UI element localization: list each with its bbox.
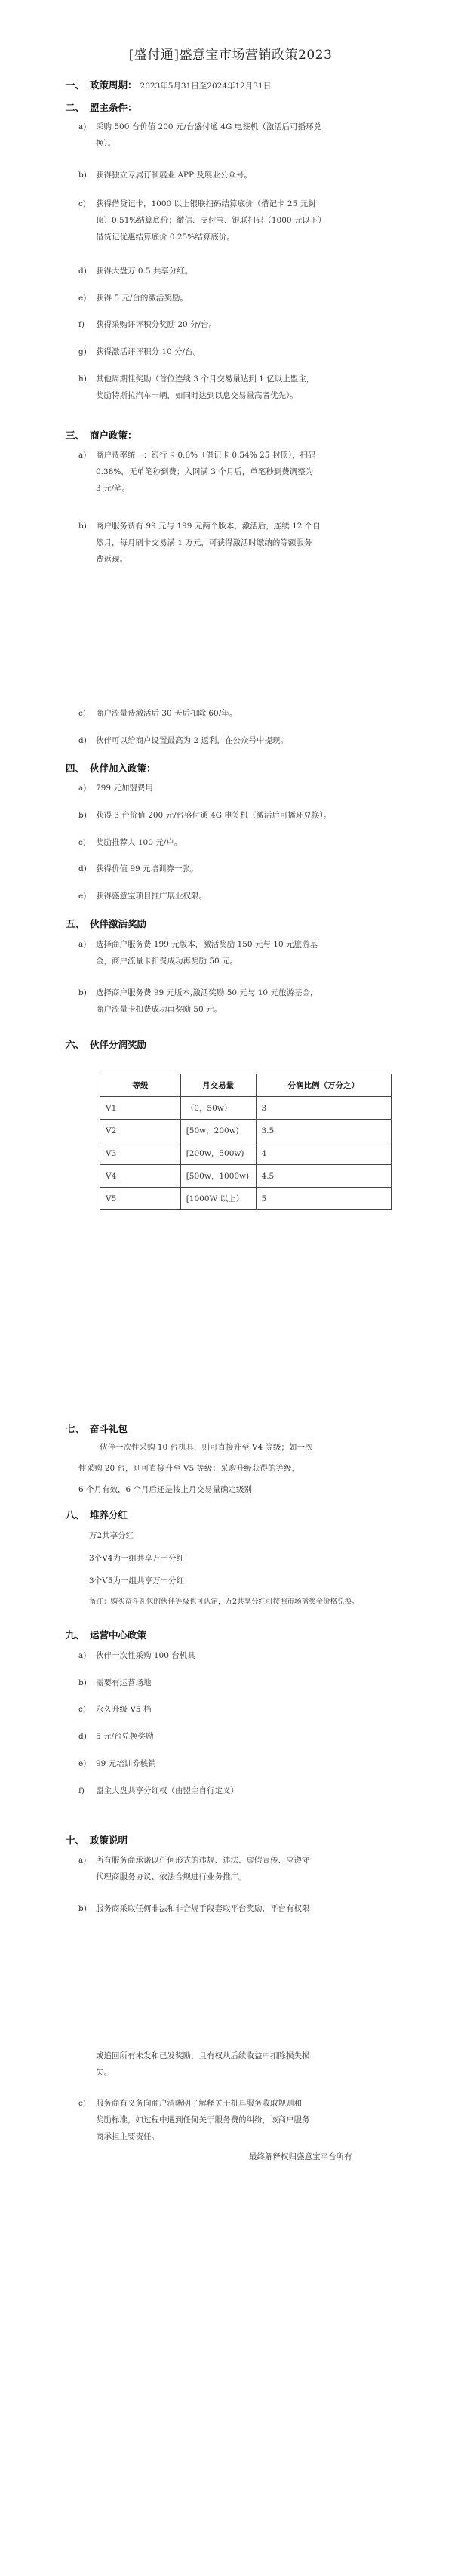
cell-level: V1 — [100, 1097, 181, 1120]
cell-ratio: 4 — [256, 1142, 391, 1165]
cell-level: V4 — [100, 1165, 181, 1188]
profit-share-table — [100, 1074, 392, 1210]
section-heading: 伙伴激活奖励 — [90, 918, 147, 929]
section-heading: 奋斗礼包 — [90, 1423, 128, 1434]
list-item: c) 服务商有义务向商户清晰明了解释关于机具服务收取规则和 奖励标准，如过程中遇到任何关于服务费的纠纷，该商户服务 商承担主要责任。 — [78, 2099, 310, 2141]
cell-ratio: 4.5 — [256, 1165, 391, 1188]
section-heading: 盟主条件： — [90, 102, 137, 113]
section-leader-conditions — [66, 100, 137, 114]
cell-volume: [500w，1000w) — [180, 1165, 256, 1188]
section-partner-activation-reward — [66, 917, 146, 930]
table-row — [100, 1188, 392, 1210]
section-heading: 商户政策： — [90, 430, 137, 441]
list-item: d) 5 元/台兑换奖励 — [78, 1732, 154, 1741]
section-number: 四、 — [66, 763, 85, 774]
list-item: g) 获得激活评评积分 10 分/台。 — [78, 347, 201, 356]
section-number: 十、 — [66, 1835, 85, 1846]
list-item: a) 伙伴一次性采购 100 台机具 — [78, 1651, 195, 1660]
section-number: 六、 — [66, 1039, 85, 1050]
list-item: f) 盟主大盘共享分红权（由盟主自行定义） — [78, 1786, 238, 1795]
final-interpretation-note: 最终解释权归盛意宝平台所有 — [249, 2152, 352, 2162]
paragraph-line: 3个V5为一组共享万一分红 — [89, 1576, 184, 1585]
section-number: 九、 — [66, 1629, 85, 1641]
list-item: f) 获得采购评评积分奖励 20 分/台。 — [78, 320, 217, 329]
section-partner-join-policy — [66, 761, 156, 775]
cell-ratio: 3 — [256, 1097, 391, 1120]
table-header-row — [100, 1074, 392, 1097]
section-heading: 政策周期： — [90, 79, 137, 91]
cell-volume: （0，50w） — [180, 1097, 256, 1120]
table-row — [100, 1165, 392, 1188]
list-item: a) 采购 500 台价值 200 元/台盛付通 4G 电签机（激活后可播环兑 换）。 — [78, 122, 322, 148]
section-operation-center-policy — [66, 1628, 146, 1641]
section-policy-notes — [66, 1833, 128, 1847]
list-item: a) 选择商户服务费 199 元版本，激活奖励 150 元与 10 元旅游基 金，商户流量卡扣费成功再奖励 50 元。 — [78, 940, 318, 966]
table-row — [100, 1142, 392, 1165]
cell-level: V5 — [100, 1188, 181, 1210]
list-item: c) 奖励推荐人 100 元/户。 — [78, 838, 183, 847]
paragraph-line: 万2共享分红 — [89, 1531, 134, 1540]
section-partner-profit-reward — [66, 1037, 146, 1051]
document-title: [盛付通]盛意宝市场营销政策2023 — [128, 48, 333, 63]
section-team-dividend — [66, 1508, 128, 1521]
section-struggle-package — [66, 1422, 128, 1435]
section-heading: 伙伴分润奖励 — [90, 1039, 147, 1050]
list-item: d) 伙伴可以给商户设置最高为 2 返利，在公众号中提现。 — [78, 736, 288, 745]
section-number: 二、 — [66, 102, 85, 113]
paragraph-line: 3个V4为一组共享万一分红 — [89, 1554, 184, 1563]
list-item: c) 获得借贷记卡，1000 以上银联扫码结算底价（借记卡 25 元封 顶）0.51%结算底价；微信、支付宝、银联扫码（1000 元以下） 借贷记优惠结算底价 0.25%结算底价。 — [78, 199, 326, 242]
paragraph-line: 伙伴一次性采购 10 台机具，则可直接升至 V4 等级；如一次 — [100, 1443, 313, 1452]
list-item: c) 永久升级 V5 档 — [78, 1705, 152, 1714]
list-item: c) 商户流量费激活后 30 天后扣除 60/年。 — [78, 709, 238, 718]
section-heading: 伙伴加入政策： — [90, 763, 156, 774]
cell-volume: [1000W 以上） — [180, 1188, 256, 1210]
list-item: e) 获得盛意宝项目推广展业权限。 — [78, 892, 207, 901]
cell-volume: [200w，500w) — [180, 1142, 256, 1165]
list-item: e) 获得 5 元/台的激活奖励。 — [78, 294, 188, 303]
list-item: d) 获得大盘万 0.5 共享分红。 — [78, 267, 193, 276]
cell-level: V2 — [100, 1120, 181, 1142]
section-number: 八、 — [66, 1509, 85, 1521]
table-row — [100, 1120, 392, 1142]
table-row — [100, 1097, 392, 1120]
header-monthly-volume: 月交易量 — [180, 1074, 256, 1097]
section-number: 一、 — [66, 79, 85, 91]
paragraph-line: 性采购 20 台，则可直接升至 V5 等级；采购升级获得的等级， — [78, 1464, 300, 1473]
list-item: h) 其他周期性奖励（首位连续 3 个月交易量达到 1 亿以上盟主， 奖励特斯拉汽车一辆，如同时达到以息交易量高者优先）。 — [78, 374, 315, 400]
header-level: 等级 — [100, 1074, 181, 1097]
footnote: 备注：购买奋斗礼包的伙伴等级也可认定，万2共享分红可按照市场播奖金价格兑换。 — [89, 1598, 359, 1606]
section-number: 五、 — [66, 918, 85, 929]
list-item: b) 选择商户服务费 99 元版本,激活奖励 50 元与 10 元旅游基金， 商户流量卡扣费成功再奖励 50 元。 — [78, 988, 318, 1014]
list-item: b) 商户服务费有 99 元与 199 元两个版本，激活后，连续 12 个自 然月，每月刷卡交易满 1 万元，可获得激活时缴纳的等额服务 费返现。 — [78, 522, 321, 564]
list-item: b) 获得 3 台价值 200 元/台盛付通 4G 电签机（激活后可播环兑换）。 — [78, 811, 332, 820]
list-item-continued: 或追回所有未发和已发奖励，且有权从后续收益中扣除损失损 失。 — [96, 2051, 310, 2077]
list-item: a) 商户费率统一：银行卡 0.6%（借记卡 0.54% 25 封顶），扫码 0.38%，无单笔秒到费；入网满 3 个月后，单笔秒到费调整为 3 元/笔。 — [78, 451, 316, 493]
list-item: b) 需要有运营场地 — [78, 1678, 152, 1687]
list-item: a) 所有服务商承诺以任何形式的违规、违法、虚假宣传、应遵守 代理商服务协议、依法合规进行业务推广。 — [78, 1856, 310, 1881]
section-heading: 堆养分红 — [90, 1509, 128, 1521]
list-item: d) 获得价值 99 元培训券一张。 — [78, 864, 198, 874]
policy-period-value: 2023年5月31日至2024年12月31日 — [140, 82, 272, 91]
cell-level: V3 — [100, 1142, 181, 1165]
section-number: 七、 — [66, 1423, 85, 1434]
header-share-ratio: 分润比例（万分之） — [256, 1074, 391, 1097]
section-merchant-policy — [66, 428, 137, 442]
section-heading: 政策说明 — [90, 1835, 128, 1846]
section-heading: 运营中心政策 — [90, 1629, 147, 1641]
list-item: a) 799 元加盟费用 — [78, 784, 153, 793]
cell-ratio: 3.5 — [256, 1120, 391, 1142]
list-item: b) 获得独立专属订制展业 APP 及展业公众号。 — [78, 171, 252, 180]
section-number: 三、 — [66, 430, 85, 441]
cell-ratio: 5 — [256, 1188, 391, 1210]
cell-volume: [50w，200w) — [180, 1120, 256, 1142]
section-policy-period — [66, 78, 271, 91]
list-item: e) 99 元培训券核销 — [78, 1759, 156, 1768]
list-item: b) 服务商采取任何非法和非合规手段套取平台奖励，平台有权限 — [78, 1904, 310, 1913]
paragraph-line: 6 个月有效，6 个月后还是按上月交易量确定级别 — [78, 1485, 253, 1494]
